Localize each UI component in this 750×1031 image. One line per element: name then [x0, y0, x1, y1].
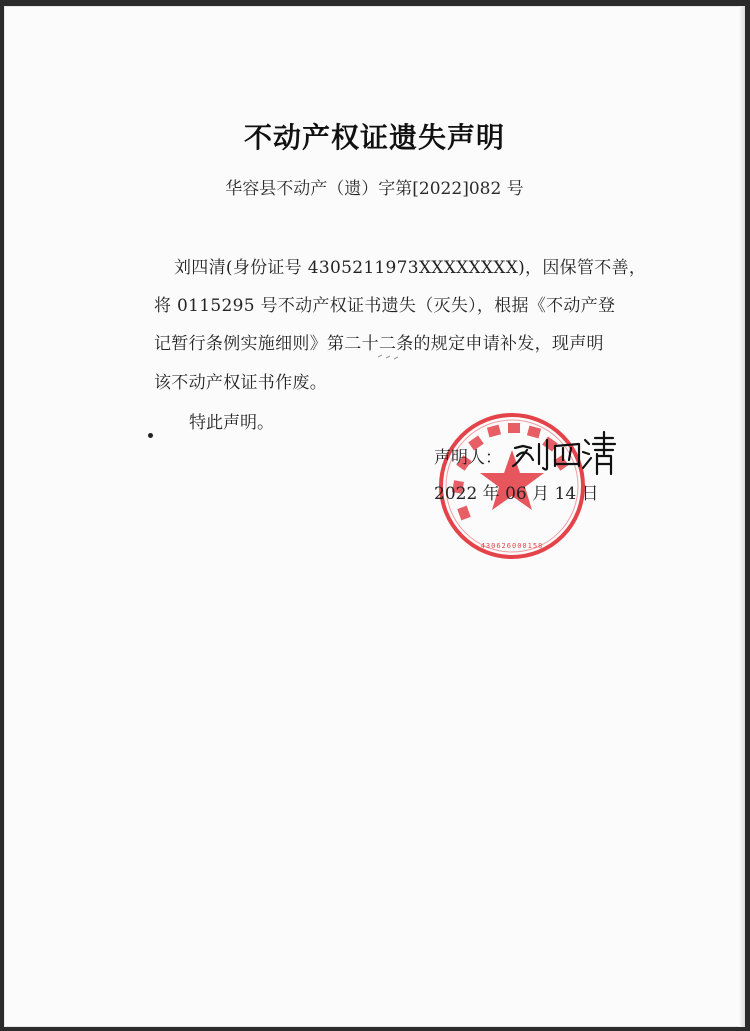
- closing-statement: 特此声明。: [189, 413, 274, 433]
- seal-number: 430626000158: [480, 542, 544, 550]
- ink-dot: [148, 433, 153, 438]
- body-line-3: 记暂行条例实施细则》第二十二条的规定申请补发，现声明: [154, 334, 604, 354]
- body-line-1: 刘四清(身份证号 4305211973XXXXXXXX)，因保管不善，: [174, 258, 647, 278]
- declarant-label: 声明人：: [434, 448, 502, 468]
- page-title: 不动产权证遗失声明: [243, 121, 505, 154]
- declaration-date: 2022 年 06 月 14 日: [434, 484, 599, 504]
- handwritten-signature: [509, 426, 619, 478]
- body-line-2: 将 0115295 号不动产权证书遗失（灭失），根据《不动产登: [154, 296, 616, 316]
- reference-number: 华容县不动产（遗）字第[2022]082 号: [225, 179, 524, 199]
- document-page: [4, 6, 745, 1027]
- scan-edge: [739, 6, 745, 1027]
- ink-smudge: [376, 353, 406, 361]
- body-line-4: 该不动产权证书作废。: [154, 373, 327, 393]
